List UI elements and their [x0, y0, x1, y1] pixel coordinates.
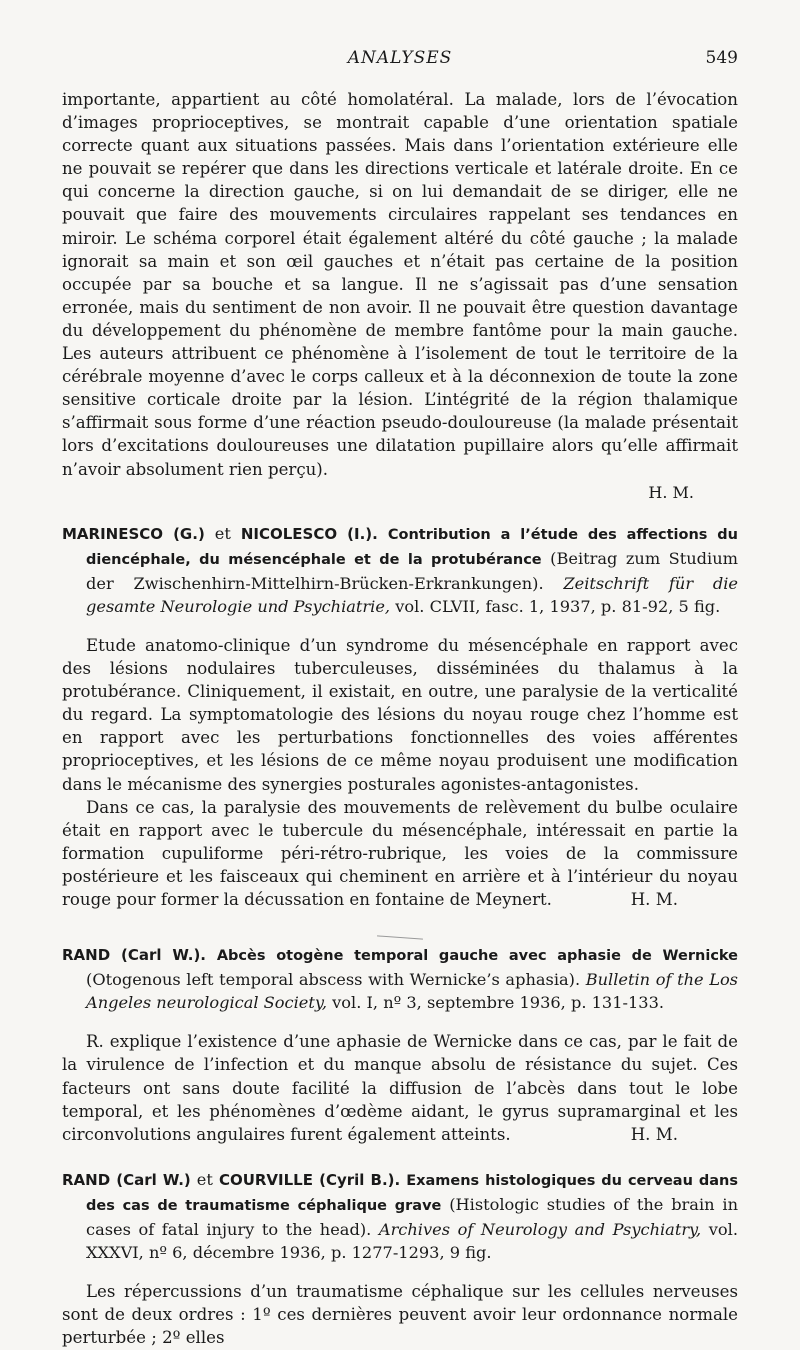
running-title: ANALYSES: [347, 48, 453, 68]
entry-title: Examens histologiques du cerveau dans des cas de traumatisme céphalique grave: [86, 1172, 738, 1214]
entry-citation: vol. CLVII, fasc. 1, 1937, p. 81-92, 5 fig.: [390, 596, 721, 616]
author-joiner: et: [190, 1169, 219, 1189]
entry-citation: vol. XXXVI, nº 6, décembre 1936, p. 1277-1293, 9 fig.: [86, 1220, 738, 1263]
entry-signature: H. M.: [630, 890, 678, 909]
review-entry: [62, 1168, 738, 1350]
entry-original-title: (Histologic studies of the brain in cases of fatal injury to the head).: [86, 1194, 738, 1240]
entry-journal: Archives of Neurology and Psychiatry,: [378, 1220, 702, 1240]
intro-paragraph: importante, appartient au côté homolatéral. La malade, lors de l’évocation d’images proprioceptives, se montrait capable d’une orientation spatiale correcte quant aux situations passées. Mais dans l’orientation extérieure elle ne pouvait se repérer que dans les directions verticale et latérale droite. En ce qui concerne la direction gauche, si on lui demandait de se diriger, elle ne pouvait que faire des mouvements circulaires rappelant ses tendances en miroir. Le schéma corporel était également altéré du côté gauche ; la malade ignorait sa main et son œil gauches et n’était pas certaine de la position occupée par sa bouche et sa langue. Il ne s’agissait pas d’une sensation erronée, mais du sentiment de non avoir. Il ne pouvait être question davantage du développement du phénomène de membre fantôme pour la main gauche. Les auteurs attribuent ce phénomène à l’isolement de tout le territoire de la cérébrale moyenne d’avec le corps calleux et à la déconnexion de toute la zone sensitive corticale droite par la lésion. L’intégrité de la région thalamique s’affirmait sous forme d’une réaction pseudo-douloureuse (la malade présentait lors d’excitations douloureuses une dilatation pupillaire alors qu’elle affirmait n’avoir absolument rien perçu).: [62, 90, 738, 479]
abstract-paragraph: [62, 796, 738, 911]
entry-author: RAND (Carl W.).: [62, 946, 207, 965]
review-entry: [62, 943, 738, 1146]
journal-page: [62, 0, 738, 1350]
entry-journal: Zeitschrift für die gesamte Neurologie und Psychiatrie,: [86, 573, 738, 616]
entry-reference: [62, 522, 738, 618]
entry-coauthor: COURVILLE (Cyril B.).: [218, 1170, 401, 1189]
abstract-text: R. explique l’existence d’une aphasie de Wernicke dans ce cas, par le fait de la virulence de l’infection et du manque absolu de résistance du sujet. Ces facteurs ont sans doute facilité la diffusion de l’abcès dans tout le lobe temporal, et les phénomènes d’œdème aidant, le gyrus supramarginal et les circonvolutions angulaires furent également atteints.: [62, 1032, 738, 1144]
entry-reference: [62, 943, 738, 1014]
review-entry: [62, 522, 738, 912]
entry-original-title: (Beitrag zum Studium der Zwischenhirn-Mittelhirn-Brücken-Erkrankungen).: [86, 548, 738, 593]
abstract-text: Dans ce cas, la paralysie des mouvements de relèvement du bulbe oculaire était en rapport avec le tubercule du mésencéphale, intéressait en partie la formation cupuliforme péri-rétro-rubrique, les voies de la commissure postérieure et les faisceaux qui cheminent en arrière et à l’intérieur du noyau rouge pour former la décussation en fontaine de Meynert.: [62, 797, 738, 909]
entry-original-title: (Otogenous left temporal abscess with Wernicke’s aphasia).: [86, 970, 586, 990]
page-number: 549: [705, 48, 738, 68]
intro-signature: H. M.: [648, 482, 694, 502]
entry-title: Abcès otogène temporal gauche avec aphasie de Wernicke: [216, 948, 738, 965]
page-header: [62, 48, 738, 88]
author-joiner: et: [204, 523, 241, 543]
entry-coauthor: NICOLESCO (I.).: [240, 524, 378, 543]
entry-signature: H. M.: [630, 1124, 678, 1144]
entry-author: RAND (Carl W.): [62, 1170, 191, 1189]
separator-mark: [62, 923, 738, 935]
entry-author: MARINESCO (G.): [62, 524, 205, 543]
abstract-paragraph: Etude anatomo-clinique d’un syndrome du mésencéphale en rapport avec des lésions nodulaires tuberculeuses, disséminées du thalamus à la protubérance. Cliniquement, il existait, en outre, une paralysie de la verticalité du regard. La symptomatologie des lésions du noyau rouge chez l’homme est en rapport avec les perturbations fonctionnelles des voies afférentes proprioceptives, et les lésions de ce même noyau produisent une modification dans le mécanisme des synergies posturales agonistes-antagonistes.: [62, 635, 738, 794]
entry-title: Contribution a l’étude des affections du diencéphale, du mésencéphale et de la protubérance: [86, 526, 738, 568]
entry-journal: Bulletin of the Los Angeles neurological Society,: [86, 970, 738, 1013]
abstract-paragraph: Les répercussions d’un traumatisme céphalique sur les cellules nerveuses sont de deux ordres : 1º ces dernières peuvent avoir leur ordonnance normale perturbée ; 2º elles: [62, 1282, 738, 1348]
abstract-paragraph: [62, 1030, 738, 1145]
entry-citation: vol. I, nº 3, septembre 1936, p. 131-133.: [327, 993, 665, 1013]
entry-reference: [62, 1168, 738, 1264]
